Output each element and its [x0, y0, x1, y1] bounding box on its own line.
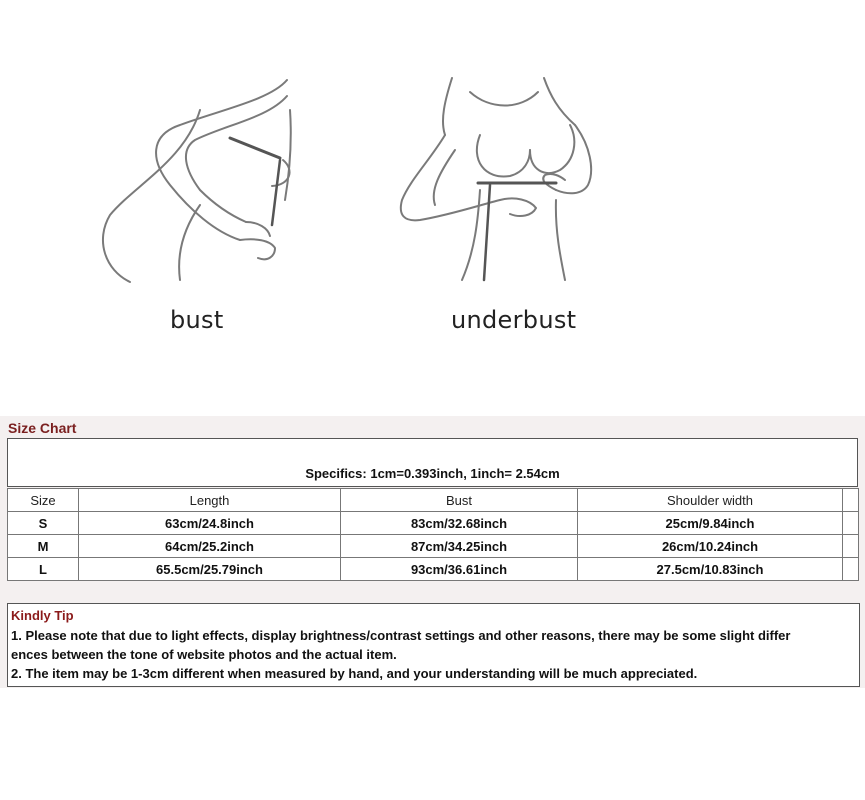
- table-header-row: [8, 489, 859, 512]
- underbust-caption: underbust: [451, 306, 577, 334]
- table-cell: L: [8, 558, 79, 581]
- bust-caption: bust: [170, 306, 224, 334]
- size-table: [7, 488, 859, 581]
- table-cell: [843, 535, 859, 558]
- measurement-illustrations: [0, 0, 865, 360]
- table-cell: 83cm/32.68inch: [341, 512, 578, 535]
- header-shoulder-width: Shoulder width: [578, 489, 843, 512]
- table-cell: [843, 489, 859, 512]
- table-row: [8, 512, 859, 535]
- tip-line-1a: 1. Please note that due to light effects, display brightness/contrast settings and other reasons, there may be some slight differ: [11, 628, 791, 643]
- table-cell: M: [8, 535, 79, 558]
- bust-measurement-figure-icon: [103, 80, 291, 282]
- kindly-tip-title: Kindly Tip: [11, 608, 74, 623]
- table-row: [8, 535, 859, 558]
- size-chart-title: Size Chart: [8, 420, 77, 436]
- table-cell: 63cm/24.8inch: [79, 512, 341, 535]
- table-cell: 65.5cm/25.79inch: [79, 558, 341, 581]
- table-cell: 27.5cm/10.83inch: [578, 558, 843, 581]
- header-bust: Bust: [341, 489, 578, 512]
- tip-line-1b: ences between the tone of website photos and the actual item.: [11, 647, 397, 662]
- kindly-tip-box: [7, 603, 860, 687]
- table-cell: 87cm/34.25inch: [341, 535, 578, 558]
- table-row: [8, 558, 859, 581]
- table-cell: [843, 512, 859, 535]
- table-cell: [843, 558, 859, 581]
- underbust-measurement-figure-icon: [401, 78, 591, 280]
- table-cell: 25cm/9.84inch: [578, 512, 843, 535]
- header-length: Length: [79, 489, 341, 512]
- size-chart-header-box: [7, 438, 858, 464]
- table-cell: 64cm/25.2inch: [79, 535, 341, 558]
- table-cell: 93cm/36.61inch: [341, 558, 578, 581]
- specifics-text: Specifics: 1cm=0.393inch, 1inch= 2.54cm: [305, 466, 560, 481]
- tip-line-2: 2. The item may be 1-3cm different when measured by hand, and your understanding will be much appreciated.: [11, 666, 698, 681]
- table-cell: 26cm/10.24inch: [578, 535, 843, 558]
- table-cell: S: [8, 512, 79, 535]
- header-size: Size: [8, 489, 79, 512]
